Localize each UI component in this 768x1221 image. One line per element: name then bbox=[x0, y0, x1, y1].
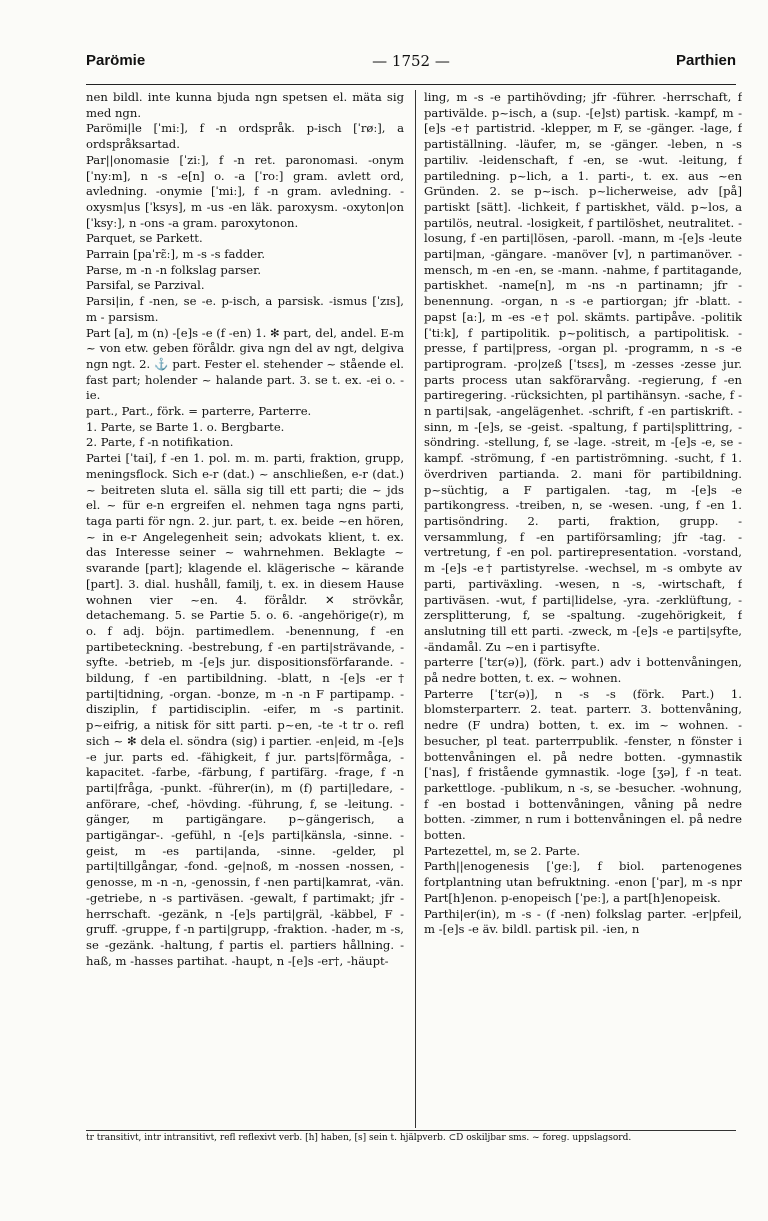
footer-rule bbox=[86, 1130, 736, 1131]
entry: Par||onomasie [ˈziː], f -n ret. paronomasi. -onym [ˈnyːm], n -s -e[n] o. -a [ˈroː] gram. avlett ord, avledning. -onymie [ˈmiː], f -n gram. avledning. -oxysm|us [ˈksys], m -us -en läk. paroxysm. -oxyton|on [ˈksyː], n -ons -a gram. paroxytonon. bbox=[86, 152, 404, 230]
entry: 1. Parte, se Barte 1. o. Bergbarte. bbox=[86, 419, 285, 434]
entry: Part [a], m (n) -[e]s -e (f -en) 1. ✻ part, del, andel. E-m ~ von etw. geben föråldr. giva ngn del av ngt, delgiva ngn ngt. 2. ⚓ part. Fester el. stehender ~ stående el. fast part; holender ~ halande part. 3. se t. ex. -ei o. -ie. bbox=[86, 325, 404, 403]
right-column bbox=[424, 90, 742, 1130]
header-first-word: Parömie bbox=[86, 52, 146, 69]
entry: ling, m -s -e partihövding; jfr -führer. -herrschaft, f partivälde. p~isch, a (sup. -[e]st) partisk. -kampf, m -[e]s -e† partistrid. -klepper, m F, se -gänger. -lage, f partiställning. -läufer, m, se -gänger. -leben, n -s partiliv. -leidenschaft, f -en, se -wut. -leitung, f partiledning. p~lich, a 1. parti-, t. ex. aus ~en Gründen. 2. se p~isch. p~licherweise, adv [på] partiskt [sätt]. -lichkeit, f partiskhet, väld. p~los, a partilös, neutral. -losigkeit, f partilöshet, neutralitet. -losung, f -en parti|lösen, -paroll. -mann, m -[e]s -leute parti|man, -gängare. -manöver [v], n partimanöver. -mensch, m -en -en, se -mann. -nahme, f partitagande, partiskhet. -name[n], m -ns -n partinamn; jfr -benennung. -organ, n -s -e partiorgan; jfr -blatt. -papst [aː], m -es -e† pol. skämts. partipåve. -politik [ˈtiːk], f partipolitik. p~politisch, a partipolitisk. -presse, f parti|press, -organ pl. -programm, n -s -e partiprogram. -pro|zeß [ˈtsɛs], m -zesses -zesse jur. parts process utan sakförarvång. -regierung, f -en partiregering. -rücksichten, pl partihänsyn. -sache, f -n parti|sak, -angelägenhet. -schrift, f -en partiskrift. -sinn, m -[e]s, se -geist. -spaltung, f parti|splittring, -söndring. -stellung, f, se -lage. -streit, m -[e]s -e, se -kampf. -strömung, f -en partiströmning. -sucht, f 1. överdriven partianda. 2. mani för partibildning. p~süchtig, a F partigalen. -tag, m -[e]s -e partikongress. -treiben, n, se -wesen. -ung, f -en 1. partisöndring. 2. parti, fraktion, grupp. -versammlung, f -en partiförsamling; jfr -tag. -vertretung, f -en pol. partirepresentation. -vorstand, m -[e]s -e† partistyrelse. -wechsel, m -s ombyte av parti, partiväxling. -wesen, n -s, -wirtschaft, f partiväsen. -wut, f parti|lidelse, -yra. -zerklüftung, -zersplitterung, f, se -spaltung. -zugehörigkeit, f anslutning till ett parti. -zweck, m -[e]s -e parti|syfte, -ändamål. Zu ~en i partisyfte. bbox=[424, 90, 742, 654]
entry: Parth||enogenesis [ˈgeː], f biol. partenogenes fortplantning utan befruktning. -enon [ˈpar], m -s npr Part[h]enon. p-enopeisch [ˈpeː], a part[h]enopeisk. bbox=[424, 859, 742, 905]
entry: Parrain [paˈrɛ̃ː], m -s -s fadder. bbox=[86, 247, 266, 262]
entry: Parsi|in, f -nen, se -e. p-isch, a parsisk. -ismus [ˈzɪs], m - parsism. bbox=[86, 294, 404, 324]
entry: Parsifal, se Parzival. bbox=[86, 278, 205, 293]
entry: Parse, m -n -n folkslag parser. bbox=[86, 262, 262, 277]
entry: Partezettel, m, se 2. Parte. bbox=[424, 843, 581, 858]
abbreviation-footer: tr transitivt, intr intransitivt, refl reflexivt verb. [h] haben, [s] sein t. hjälpverb. ⊂D oskiljbar sms. ~ foreg. uppslagsord. bbox=[86, 1133, 632, 1143]
entry: nen bildl. inte kunna bjuda ngn spetsen el. mäta sig med ngn. bbox=[86, 90, 404, 120]
entry: Parömi|le [ˈmiː], f -n ordspråk. p-isch [ˈrøː], a ordspråksartad. bbox=[86, 121, 404, 152]
entry: Parquet, se Parkett. bbox=[86, 231, 203, 246]
entry: Partei [ˈtai], f -en 1. pol. m. m. parti, fraktion, grupp, meningsflock. Sich e-r (dat.) ~ anschließen, e-r (dat.) ~ beitreten sluta el. sälla sig till ett parti; die ~ jds el. ~ für e-n ergreifen el. nehmen taga ngns parti, taga parti för ngn. 2. jur. part, t. ex. beide ~en hören, ~ in e-r Angelegenheit sein; advokats klient, t. ex. das Interesse seiner ~ wahrnehmen. Beklagte ~ svarande [part]; klagende el. klägerische ~ kärande [part]. 3. dial. hushåll, familj, t. ex. in diesem Hause wohnen vier ~en. 4. föråldr. ✕ strövkår, detachemang. 5. se Partie 5. o. 6. -angehörige(r), m o. f adj. böjn. partimedlem. -benennung, f -en partibeteckning. -bestrebung, f -en parti|strävande, -syfte. -betrieb, m -[e]s jur. dispositionsförfarande. -bildung, f -en partibildning. -blatt, n -[e]s -er† parti|tidning, -organ. -bonze, m -n -n F partipamp. -disziplin, f partidisciplin. -eifer, m -s partinit. p~eifrig, a nitisk för sitt parti. p~en, -te -t tr o. refl sich ~ ✻ dela el. söndra (sig) i partier. -en|eid, m -[e]s -e jur. parts ed. -fähigkeit, f jur. parts|förmåga, -kapacitet. -farbe, -färbung, f partifärg. -frage, f -n parti|fråga, -punkt. -führer(in), m (f) parti|ledare, -anförare, -chef, -hövding. -führung, f, se -leitung. -gänger, m partigängare. p~gängerisch, a partigängar-. -gefühl, n -[e]s parti|känsla, -sinne. -geist, m -es parti|anda, -sinne. -gelder, pl parti|tillgångar, -fond. -ge|noß, m -nossen -nossen, -genosse, m -n -n, -genossin, f -nen parti|kamrat, -vän. -getriebe, n -s partiväsen. -gewalt, f partimakt; jfr -herrschaft. -gezänk, n -[e]s parti|gräl, -käbbel, F -gruff. -gruppe, f -n parti|grupp, -fraktion. -hader, m -s, se -gezänk. -haltung, f partis el. partiers hållning. -haß, m -hasses partihat. -haupt, n -[e]s -er†, -häupt- bbox=[86, 451, 404, 968]
column-divider bbox=[415, 90, 416, 1128]
left-column bbox=[86, 90, 404, 1130]
header-last-word: Parthien bbox=[675, 52, 736, 69]
entry: parterre [ˈtɛr(ə)], (förk. part.) adv i bottenvåningen, på nedre botten, t. ex. ~ wohnen. bbox=[424, 655, 742, 686]
page-number: — 1752 — bbox=[372, 52, 450, 70]
entry: 2. Parte, f -n notifikation. bbox=[86, 435, 234, 450]
entry: part., Part., förk. = parterre, Parterre. bbox=[86, 404, 312, 419]
page-header bbox=[86, 48, 736, 74]
entry: Parterre [ˈtɛr(ə)], n -s -s (förk. Part.) 1. blomsterparterr. 2. teat. parterr. 3. bottenvåning, nedre (F undra) botten, t. ex. im ~ wohnen. -besucher, pl teat. parterrpublik. -fenster, n fönster i bottenvåningen el. på nedre botten. -gymnastik [ˈnas], f fristående gymnastik. -loge [ʒə], f -n teat. parkettloge. -publikum, n -s, se -besucher. -wohnung, f -en bostad i bottenvåningen, våning på nedre botten. -zimmer, n rum i bottenvåningen el. på nedre botten. bbox=[424, 686, 742, 843]
header-rule bbox=[86, 84, 736, 85]
entry: Parthi|er(in), m -s - (f -nen) folkslag parter. -er|pfeil, m -[e]s -e äv. bildl. partisk pil. -ien, n bbox=[424, 906, 742, 937]
